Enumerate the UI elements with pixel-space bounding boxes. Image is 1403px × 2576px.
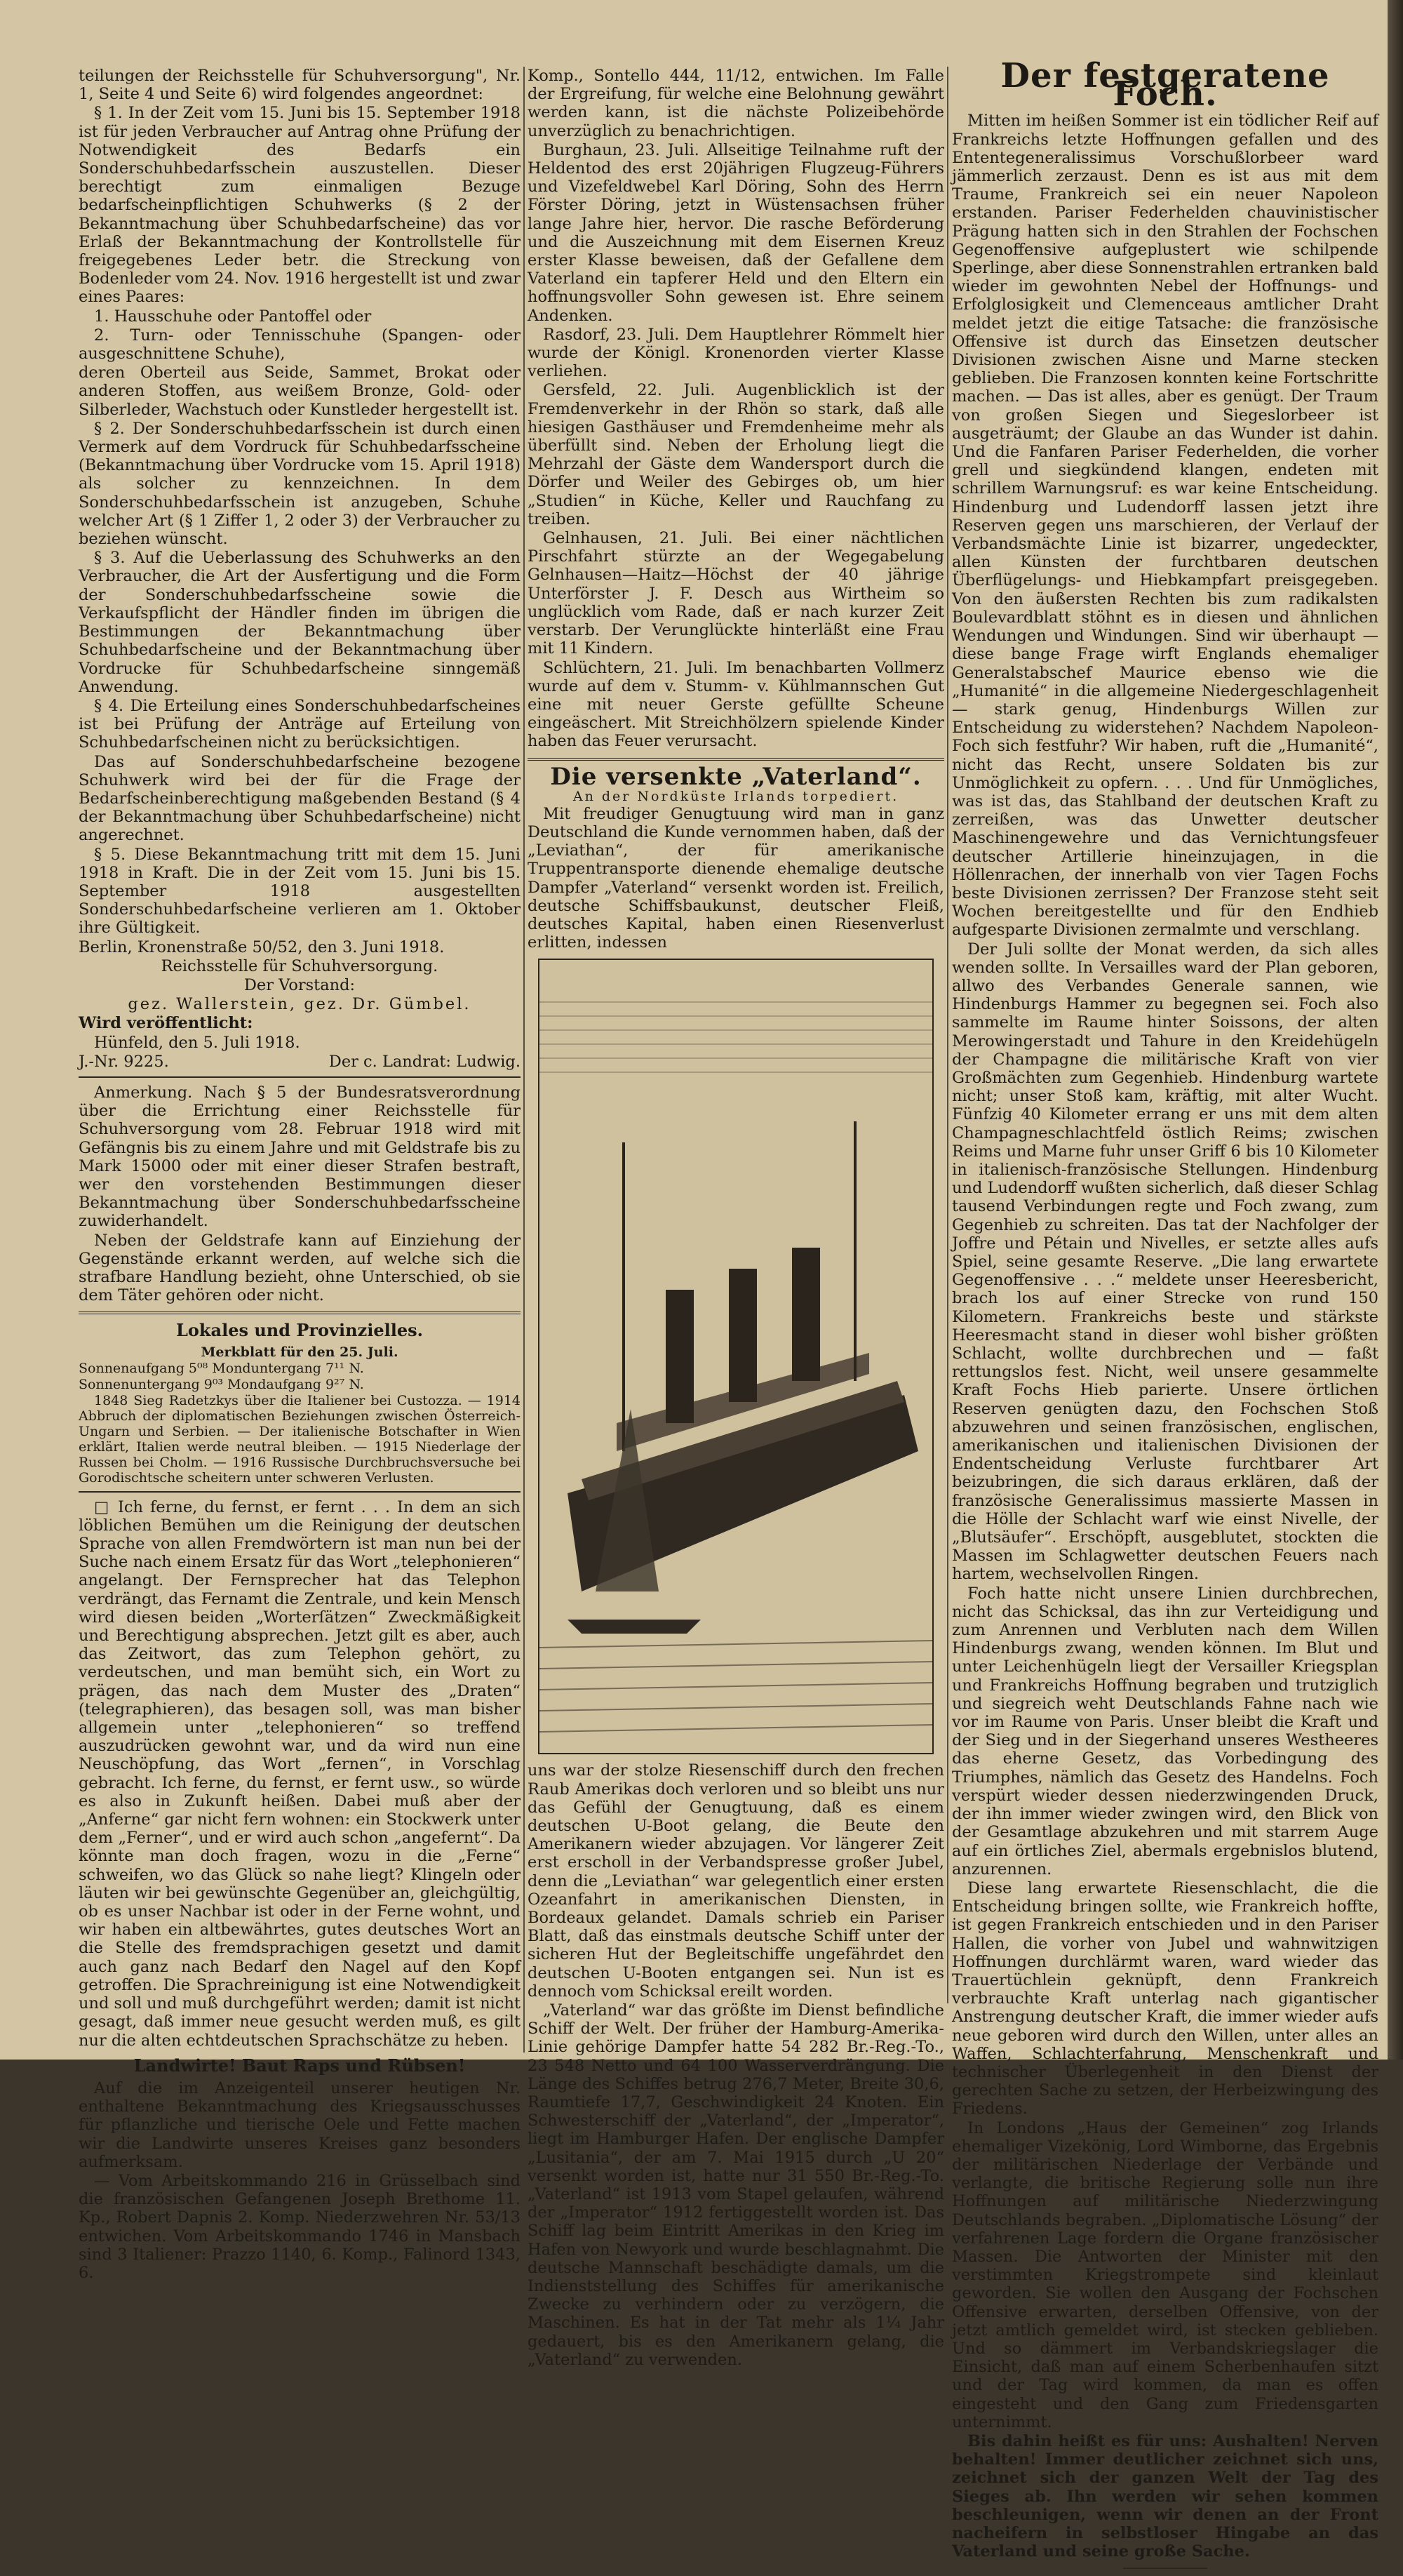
almanac-line: Sonnenuntergang 9⁰³ Mondaufgang 9²⁷ N. bbox=[79, 1376, 364, 1392]
paragraph: Der Juli sollte der Monat werden, da sich alles wenden sollte. In Versailles ward der Plan geboren, allwo des Verbandes Generale sannen, wie Hindenburgs Hammer zu begegnen sei. Foch also sammelte im Raume hinter Soissons, der alten Merowingerstadt und Tahure in den Kreidehügeln der Champagne die militärische Kraft von vier Großmächten zum Gegenhieb. Hindenburg wartete nicht; unser Stoß kam, kräftig, mit alter Wucht. Fünfzig 40 Kilometer errang er uns mit dem alten Champagneschlachtfeld östlich Reims; zwischen Reims und Marne fuhr unser Griff 6 bis 10 Kilometer in italienisch-französische Stellungen. Hindenburg und Ludendorff wußten sicherlich, daß dieser Schlag tausend Verbindungen regte und Foch zwang, zum Gegenhieb zu schreiten. Das tat der Nachfolger der Joffre und Pétain und Nivelles, er setzte alles aufs Spiel, seine gesamte Reserve. „Die lang erwartete Gegenoffensive . . .“ meldete unser Heeresbericht, brach los auf einer Strecke von rund 150 Kilometern. Frankreichs beste und stärkste Heeresmacht stand in dieser wohl bisher größten Schlacht, wollte durchbrechen und — faßt rettungslos fest. Nicht, weil unsere gesammelte Kraft Fochs Hieb parierte. Unsere örtlichen Reserven genügten dazu, den Fochschen Stoß abzuwehren und seinen französischen, englischen, amerikanischen und italienischen Divisionen der Endentscheidung Verluste furchtbarer Art beizubringen, die sich daraus erklären, daß der französische Generalissimus massierte Massen in die Hölle der Schlacht warf wie einst Nivelle, der „Blutsäufer“. Erschöpft, ausgeblutet, stockten die Massen im Schlagwetter deutschen Feuers nach hartem, wechselvollen Ringen. bbox=[952, 940, 1378, 1584]
paragraph: Foch hatte nicht unsere Linien durchbrechen, nicht das Schicksal, das ihn zur Verteidigung und zum Anrennen und Verbluten nach dem Willen Hindenburgs zwang, wenden können. Im Blut und unter Leichenhügeln liegt der Versailler Kriegsplan und Frankreichs Hoffnung begraben und trutziglich und siegreich weht Deutschlands Fahne nach wie vor im Raume von Paris. Unser bleibt die Kraft und der Sieg und in der Siegerhand unseres Westheeres das eherne Gesetz, das Vorbedingung des Triumphes, nämlich das Gesetz des Handelns. Foch verspürt wieder dessen niederzwingenden Druck, der ihn immer wieder zwingen wird, den Blick von der Gesamtlage abzukehren und mit starrem Auge auf ein örtliches Ziel, abermals ergebnislos blutend, anzurennen. bbox=[952, 1584, 1378, 1878]
section-heading-farmers: Landwirte! Baut Raps und Rübsen! bbox=[133, 2055, 466, 2076]
paragraph: Mitten im heißen Sommer ist ein tödlicher Reif auf Frankreichs letzte Hoffnungen gefallen und des Ententegeneralissimus Vorschußlorbeer ward jämmerlich zerzaust. Denn es ist aus mit dem Traume, Frankreich sei ein neuer Napoleon erstanden. Pariser Federhelden chauvinistischer Prägung hatten sich in den Strahlen der Fochschen Gegenoffensive aufgeplustert wie schilpende Sperlinge, aber diese Sonnenstrahlen ertranken bald wieder im gewohnten Nebel der Hoffnungs- und Erfolglosigkeit und Clemenceaus amtlicher Draht meldet jetzt die eitige Tatsache: die französische Offensive ist durch das Einsetzen deutscher Divisionen zwischen Aisne und Marne stecken geblieben. Die Franzosen konnten keine Fortschritte machen. — Das ist alles, aber es genügt. Der Traum von großen Siegen und Siegeslorbeer ist ausgeträumt; der Glaube an das Wunder ist dahin. Und die Fanfaren Pariser Federhelden, die vorher grell und siegkündend klangen, endeten mit schrillem Warnungsruf: es war keine Entscheidung. Hindenburg und Ludendorff lassen jetzt ihre Reserven gegen uns marschieren, der Verlauf der Verbandsmächte Linie ist bizarrer, ungedeckter, allen Künsten der furchtbaren deutschen Überflügelungs- und Hiebkampfart preisgegeben. Von den äußersten Rechten bis zum radikalsten Boulevardblatt stöhnt es in diesen und ähnlichen Wendungen und Windungen. Sind wir überhaupt — diese bange Frage wirft Englands ehemaliger Generalstabschef Maurice ebenso wie die „Humanité“ in die allgemeine Niedergeschlagenheit — stark genug, Hindenburgs Willen zur Entscheidung zu widerstehen? Nachdem Napoleon-Foch sich festfuhr? Wir haben, ruft die „Humanité“, nicht das Recht, unsere Soldaten bis zur Unmöglichkeit zu opfern. . . . Und für Unmögliches, was ist das, das Stahlband der deutschen Kraft zu zerreißen, was das Unwetter deutscher Maschinengewehre und das Vernichtungsfeuer deutscher Artillerie hineinzujagen, in die Höllenrachen, der innerhalb von vier Tagen Fochs beste Divisionen zerrissen? Der Franzose steht seit Wochen bereitgestellte und für den Endhieb aufgesparte Divisionen zermalmte und verschlang. bbox=[952, 112, 1378, 940]
signature-board: Der Vorstand: bbox=[243, 975, 356, 994]
paragraph: In Londons „Haus der Gemeinen“ zog Irlands ehemaliger Vizekönig, Lord Wimborne, das Ergebnis der militärischen Niederlage der Verbände und verlangte, die britische Regierung solle nun ihre Hoffnungen auf militärische Niederzwingung Deutschlands begraben. „Diplomatische Lösung“ der verfahrenen Lage fordern die Organe französischer Massen. Die Antworten der Minister mit den verstimmten Kriegstrompete sind kleinlaut geworden. Sie wollen den Ausgang der Fochschen Offensive erwarten, derselben Offensive, von der jetzt amtlich gemeldet wird, ist stecken geblieben. Und so dämmert im Verbandskriegslager die Einsicht, daß man auf einem Scherbenhaufen sitzt und der Tag wird kommen, da man es offen eingesteht und den Gang zum Friedensgarten unternimmt. bbox=[952, 2118, 1378, 2431]
chronicle: 1848 Sieg Radetzkys über die Italiener bei Custozza. — 1914 Abbruch der diplomatischen Beziehungen zwischen Österreich-Ungarn und Serbien. — Der italienische Botschafter in Wien erklärt, Italien werde neutral bleiben. — 1915 Niederlage der Russen bei Cholm. — 1916 Russische Durchbruchsversuche bei Gorodischtsche scheitern unter schweren Verlusten. bbox=[79, 1392, 521, 1486]
paragraph: § 5. Diese Bekanntmachung tritt mit dem 15. Juni 1918 in Kraft. Die in der Zeit vom 15. Juni bis 15. September 1918 ausgestellten Sonderschuhbedarfscheine verlieren am 1. Oktober ihre Gültigkeit. bbox=[79, 845, 521, 937]
paragraph: Burghaun, 23. Juli. Allseitige Teilnahme ruft der Heldentod des erst 20jährigen Flugzeug-Führers und Vizefeldwebel Karl Döring, Sohn des Herrn Förster Döring, jetzt in Wüstensachsen früher lange Jahre hier, hervor. Die rasche Beförderung und die Auszeichnung mit dem Eisernen Kreuz erster Klasse beweisen, daß der Gefallene dem Vaterland ein tapferer Held und den Eltern ein hoffnungsvoller Sohn gewesen ist. Ehre seinem Andenken. bbox=[528, 140, 944, 325]
article-title-vaterland: Die versenkte „Vaterland“. bbox=[550, 762, 922, 791]
paragraph: § 1. In der Zeit vom 15. Juni bis 15. September 1918 ist für jeden Verbraucher auf Antrag ohne Prüfung der Notwendigkeit des Bedarfs ein Sonderschuhbedarfsschein auszustellen. Dieser berechtigt zum einmaligen Bezuge bedarfscheinpflichtigen Schuhwerks (§ 2 der Bekanntmachung über Schuhbedarfscheine) das vor Erlaß der Bekanntmachung der Kontrollstelle für freigegebenes Leder betr. die Streckung von Bodenleder vom 24. Nov. 1916 hergestellt ist und zwar eines Paares: bbox=[79, 104, 521, 307]
landrat-signature: Der c. Landrat: Ludwig. bbox=[328, 1052, 521, 1071]
section-heading-local: Lokales und Provinzielles. bbox=[176, 1320, 423, 1341]
page-edge bbox=[1388, 0, 1403, 2060]
column-middle bbox=[528, 67, 944, 2370]
article-subtitle: An der Nordküste Irlands torpediert. bbox=[572, 788, 899, 804]
signature-org: Reichsstelle für Schuhversorgung. bbox=[161, 956, 438, 975]
paragraph: § 4. Die Erteilung eines Sonderschuhbedarfscheines ist bei Prüfung der Anträge auf Erteilung von Schuhbedarfscheinen nicht zu berücksichtigen. bbox=[79, 696, 521, 752]
divider bbox=[79, 1491, 521, 1493]
journal-line bbox=[79, 1053, 521, 1071]
paragraph: § 3. Auf die Ueberlassung des Schuhwerks an den Verbraucher, die Art der Ausfertigung und die Form der Sonderschuhbedarfsscheine sowie die Verkaufspflicht der Händler finden im übrigen die Bestimmungen der Bekanntmachung über Schuhbedarfscheine und der Bekanntmachung über Vordrucke für Schuhbedarfscheine sinngemäß Anwendung. bbox=[79, 549, 521, 696]
almanac-title: Merkblatt für den 25. Juli. bbox=[201, 1344, 398, 1360]
paragraph: Diese lang erwartete Riesenschlacht, die die Entscheidung bringen sollte, wie Frankreich hoffte, ist gegen Frankreich entschieden und in den Pariser Hallen, die vorher von Jubel und wahnwitzigen Hoffnungen durchlärmt waren, ward wieder das Trauertüchlein geknüpft, denn Frankreich verbrauchte Kraft unterlag nach gigantischer Anstrengung deutscher Kraft, die immer wieder aufs neue geboren wird durch den Willen, unter alles an Waffen, Schlachterfahrung, Menschenkraft und technischer Überlegenheit in den Dienst der gerechten Sache zu setzen, der Herbeizwingung des Friedens. bbox=[952, 1878, 1378, 2118]
paragraph: Gelnhausen, 21. Juli. Bei einer nächtlichen Pirschfahrt stürzte an der Wegegabelung Gelnhausen—Haitz—Höchst der 40 jährige Unterförster J. F. Desch aus Wirtheim so unglücklich vom Rade, daß er nach kurzer Zeit verstarb. Der Verunglückte hinterläßt eine Frau mit 11 Kindern. bbox=[528, 529, 944, 658]
divider bbox=[79, 1312, 521, 1314]
paragraph: □ Ich ferne, du fernst, er fernt . . . In dem an sich löblichen Bemühen um die Reinigung der deutschen Sprache von allen Fremdwörtern ist man nun bei der Suche nach einem Ersatz für das Wort „telephonieren“ angelangt. Der Fernsprecher hat das Telephon verdrängt, das Fernamt die Zentrale, und kein Mensch wird diesen beiden „Worterſätzen“ Zweckmäßigkeit und Berechtigung absprechen. Jetzt gilt es aber, auch das Zeitwort, das zum Telephon gehört, zu verdeutschen, und man bemüht sich, ein Wort zu prägen, das nach dem Muster des „Draten“ (telegraphieren), das besagen soll, was man bisher allgemein unter „telephonieren“ so treffend auszudrücken gewohnt war, und da wird nun eine Neuschöpfung, das Wort „fernen“, in Vorschlag gebracht. Ich ferne, du fernst, er fernt usw., so würde es also in Zukunft heißen. Dabei muß aber der „Anferne“ gar nicht fern wohnen: ein Stockwerk unter dem „Ferner“, und er wird auch schon „angefernt“. Da könnte man doch fragen, wozu in die „Ferne“ schweifen, wo das Glück so nahe liegt? Klingeln oder läuten wir bei gewünschte Gegenüber an, gleichgültig, ob es unser Nachbar ist oder in der Ferne wohnt, und wir haben ein altbewährtes, gutes deutsches Wort an die Stelle des fremdsprachigen gesetzt und damit auch ganz nach Bedarf den Nagel auf den Kopf getroffen. Die Sprachreinigung ist eine Notwendigkeit und soll und muß durchgeführt werden; damit ist nicht gesagt, daß immer neue gesucht werden muß, es gilt nur die alten echtdeutschen Sprachschätze zu heben. bbox=[79, 1497, 521, 2050]
divider bbox=[79, 1076, 521, 1078]
paragraph: § 2. Der Sonderschuhbedarfsschein ist durch einen Vermerk auf dem Vordruck für Schuhbedarfsscheine (Bekanntmachung über Vordrucke vom 15. April 1918) als solcher zu kennzeichnen. In dem Sonderschuhbedarfsschein ist anzugeben, Schuhe welcher Art (§ 1 Ziffer 1, 2 oder 3) der Verbraucher zu beziehen wünscht. bbox=[79, 419, 521, 549]
paragraph: Rasdorf, 23. Juli. Dem Hauptlehrer Römmelt hier wurde der Königl. Kronenorden vierter Klasse verliehen. bbox=[528, 325, 944, 381]
paragraph: Komp., Sontello 444, 11/12, entwichen. Im Falle der Ergreifung, für welche eine Belohnung gewährt werden kann, ist die nächste Polizeibehörde unverzüglich zu benachrichtigen. bbox=[528, 67, 944, 140]
column-rule bbox=[947, 67, 948, 2003]
published-date: Hünfeld, den 5. Juli 1918. bbox=[94, 1033, 300, 1052]
paragraph: deren Oberteil aus Seide, Sammet, Brokat oder anderen Stoffen, aus weißem Bronze, Gold- oder Silberleder, Wachstuch oder Kunstleder hergestellt ist. bbox=[79, 363, 521, 419]
divider bbox=[528, 758, 944, 761]
end-rule bbox=[1123, 2568, 1207, 2569]
paragraph: Neben der Geldstrafe kann auf Einziehung der Gegenstände erkannt werden, auf welche sich die strafbare Handlung bezieht, ohne Unterschied, ob sie dem Täter gehören oder nicht. bbox=[79, 1231, 521, 1305]
paragraph: „Vaterland“ war das größte im Dienst befindliche Schiff der Welt. Der früher der Hamburg-Amerika-Linie gehörige Dampfer hatte 54 282 Br.-Reg.-To., 23 548 Netto und 64 100 Wasserverdrängung. Die Länge des Schiffes betrug 276,7 Meter, Breite 30,6, Raumtiefe 17,7, Geschwindigkeit 24 Knoten. Ein Schwesterschiff der „Vaterland“, der „Imperator“, liegt im Hamburger Hafen. Der englische Dampfer „Lusitania“, der am 7. Mai 1915 durch „U 20“ versenkt worden ist, hatte nur 31 550 Br.-Reg.-To. „Vaterland“ ist 1913 vom Stapel gelaufen, während der „Imperator“ 1912 fertiggestellt worden ist. Das Schiff lag beim Eintritt Amerikas in den Krieg im Hafen von Newyork und wurde beschlagnahmt. Die deutsche Mannschaft beschädigte damals, um die Indienststellung des Schiffes für amerikanische Zwecke zu verhindern oder zu verzögern, die Maschinen. Es hat in der Tat mehr als 1¼ Jahr gedauert, bis es den Amerikanern gelang, die „Vaterland“ zu verwenden. bbox=[528, 2001, 944, 2369]
paragraph: Auf die im Anzeigenteil unserer heutigen Nr. enthaltene Bekanntmachung des Kriegsausschusses für pflanzliche und tierische Oele und Fette machen wir die Landwirte unseres Kreises ganz besonders aufmerksam. bbox=[79, 2078, 521, 2171]
journal-number: J.-Nr. 9225. bbox=[79, 1052, 169, 1071]
paragraph: 1. Hausschuhe oder Pantoffel oder bbox=[94, 307, 372, 326]
signature-names: gez. Wallerstein, gez. Dr. Gümbel. bbox=[128, 995, 471, 1014]
paragraph: Das auf Sonderschuhbedarfscheine bezogene Schuhwerk wird bei der für die Frage der Bedarfscheinberechtigung maßgebenden Bestand (§ 4 der Bekanntmachung über Schuhbedarfscheine) nicht angerechnet. bbox=[79, 752, 521, 845]
paragraph: — Vom Arbeitskommando 216 in Grüsselbach sind die französischen Gefangenen Joseph Brethome 11. Kp., Robert Dapnis 2. Komp. Niederzwehren Nr. 53/13 entwichen. Vom Arbeitskommando 1746 in Mansbach sind 3 Italiener: Prazzo 1140, 6. Komp., Falinord 1343, 6. bbox=[79, 2171, 521, 2282]
published-note: Wird veröffentlicht: bbox=[79, 1014, 253, 1033]
paragraph: Mit freudiger Genugtuung wird man in ganz Deutschland die Kunde vernommen haben, daß der „Leviathan“, der für amerikanische Truppentransporte dienende ehemalige deutsche Dampfer „Vaterland“ versenkt worden ist. Freilich, deutsche Schiffsbaukunst, deutscher Fleiß, deutsches Kapital, haben einen Riesenverlust erlitten, indessen bbox=[528, 804, 944, 952]
paragraph: 2. Turn- oder Tennisschuhe (Spangen- oder ausgeschnittene Schuhe), bbox=[79, 326, 521, 363]
almanac-line: Sonnenaufgang 5⁰⁸ Monduntergang 7¹¹ N. bbox=[79, 1360, 364, 1376]
column-left bbox=[79, 67, 521, 2283]
paragraph: Schlüchtern, 21. Juli. Im benachbarten Vollmerz wurde auf dem v. Stumm- v. Kühlmannschen Gut eine mit neuer Gerste gefüllte Scheune eingeäschert. Mit Streichhölzern spielende Kinder haben das Feuer verursacht. bbox=[528, 658, 944, 751]
dateline: Berlin, Kronenstraße 50/52, den 3. Juni 1918. bbox=[79, 937, 445, 956]
column-right bbox=[952, 56, 1378, 2576]
paragraph: Gersfeld, 22. Juli. Augenblicklich ist der Fremdenverkehr in der Rhön so stark, daß alle hiesigen Gasthäuser und Fremdenheime mehr als überfüllt sind. Neben der Erholung liegt die Mehrzahl der Gäste dem Wandersport durch die Dörfer und Weiler des Gebirges ob, um hier „Studien“ in Küche, Keller und Rauchfang zu treiben. bbox=[528, 381, 944, 528]
column-rule bbox=[523, 67, 525, 2053]
paragraph: uns war der stolze Riesenschiff durch den frechen Raub Amerikas doch verloren und so bleibt uns nur das Gefühl der Genugtuung, daß es einem deutschen U-Boot gelang, die Beute den Amerikanern wieder abzujagen. Vor längerer Zeit erst erscholl in der Verbandspresse großer Jubel, denn die „Leviathan“ war gelegentlich einer ersten Ozeanfahrt in amerikanischen Diensten, in Bordeaux gelandet. Damals schrieb ein Pariser Blatt, daß das einstmals deutsche Schiff unter der sicheren Hut der Begleitschiffe ungefährdet den deutschen U-Booten entgangen sei. Nun ist es dennoch vom Schicksal ereilt worden. bbox=[528, 1761, 944, 2001]
paragraph: teilungen der Reichsstelle für Schuhversorgung", Nr. 1, Seite 4 und Seite 6) wird folgendes angeordnet: bbox=[79, 67, 521, 104]
paragraph: Anmerkung. Nach § 5 der Bundesratsverordnung über die Errichtung einer Reichsstelle für Schuhversorgung vom 28. Februar 1918 wird mit Gefängnis bis zu einem Jahre und mit Geldstrafe bis zu Mark 15000 oder mit einer dieser Strafen bestraft, wer den vorstehenden Bestimmungen dieser Bekanntmachung über Sonderschuhbedarfsscheine zuwiderhandelt. bbox=[79, 1083, 521, 1231]
ship-illustration bbox=[538, 959, 934, 1754]
article-title-foch: Der festgeratene Foch. bbox=[1000, 56, 1330, 114]
paragraph: Bis dahin heißt es für uns: Aushalten! Nerven behalten! Immer deutlicher zeichnet sich uns, zeichnet sich der ganzen Welt der Tag des Sieges ab. Ihn werden wir sehen kommen beschleunigen, wenn wir denen an der Front nacheifern in selbstloser Hingabe an das Vaterland und seine große Sache. bbox=[952, 2432, 1378, 2561]
